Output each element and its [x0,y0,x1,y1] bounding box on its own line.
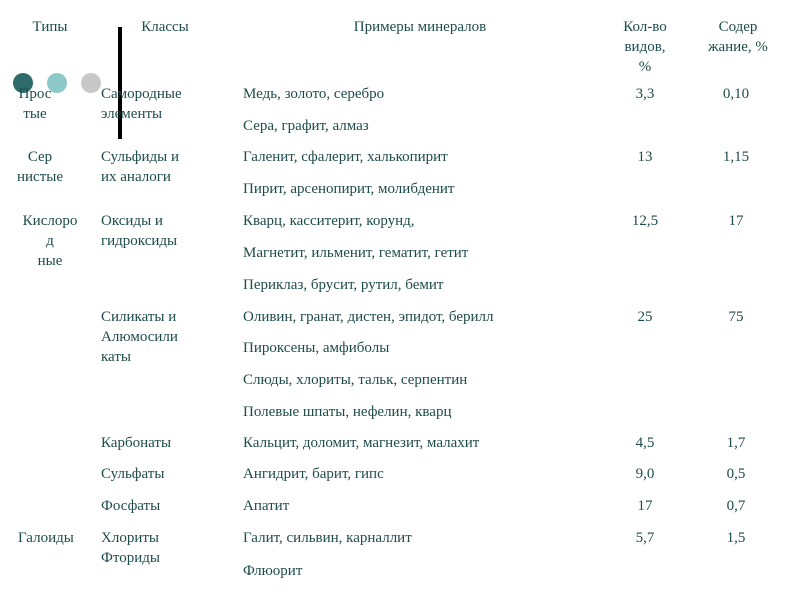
example-row: Слюды, хлориты, тальк, серпентин [243,372,468,388]
class-sulfates [101,464,164,484]
count-value: 17 [637,498,653,514]
example-row: Магнетит, ильменит, гематит, гетит [243,245,469,261]
class-silicates [101,307,178,367]
header-count-line: Кол-во [623,19,667,35]
example-row: Оливин, гранат, дистен, эпидот, берилл [243,309,494,325]
class-line: Сульфиды и [101,149,180,165]
example-row: Ангидрит, барит, гипс [243,466,384,482]
example-row: Периклаз, брусит, рутил, бемит [243,277,444,293]
count-value: 5,7 [635,530,655,546]
content-value: 0,7 [726,498,746,514]
class-line: их аналоги [101,169,171,185]
type-sulfur [8,147,72,187]
class-sulfides [101,147,179,187]
type-simple [10,84,60,124]
class-line: Карбонаты [101,435,172,451]
header-classes: Классы [141,19,189,35]
gray-dot [81,73,101,93]
content-value: 1,7 [726,435,746,451]
content-value: 17 [728,213,744,229]
type-oxygen [10,211,90,271]
example-row: Галенит, сфалерит, халькопирит [243,149,448,165]
content-value: 0,10 [722,86,750,102]
class-line: Оксиды и [101,213,163,229]
type-line: тые [23,106,47,122]
count-value: 4,5 [635,435,655,451]
header-count-line: видов, [624,39,666,55]
class-line: элементы [101,106,163,122]
class-phosphates [101,496,160,516]
content-value: 75 [728,309,744,325]
class-line: Фосфаты [101,498,161,514]
header-content-line: Содер [718,19,758,35]
class-halides [101,528,160,568]
type-line: Прос [18,86,52,102]
example-row: Кварц, касситерит, корунд, [243,213,415,229]
header-content [700,17,776,57]
content-value: 0,5 [726,466,746,482]
class-line: Сульфаты [101,466,165,482]
count-value: 12,5 [631,213,659,229]
type-line: нистые [16,169,63,185]
class-line: Силикаты и [101,309,177,325]
class-line: Алюмосили [101,329,178,345]
example-row: Полевые шпаты, нефелин, кварц [243,404,452,420]
type-haloids [18,528,74,548]
count-value: 3,3 [635,86,655,102]
class-line: Фториды [101,550,160,566]
type-line: Галоиды [18,530,74,546]
class-native [101,84,182,124]
example-row: Галит, сильвин, карналлит [243,530,412,546]
header-count [605,17,685,77]
content-value: 1,15 [722,149,750,165]
class-line: каты [101,349,131,365]
type-line: Кислоро [22,213,78,229]
header-count-line: % [638,59,652,75]
example-row: Медь, золото, серебро [243,86,385,102]
example-row: Сера, графит, алмаз [243,118,369,134]
type-line: д [46,233,54,249]
content-value: 1,5 [726,530,746,546]
count-value: 25 [637,309,653,325]
count-value: 13 [637,149,653,165]
type-line: ные [37,253,63,269]
count-value: 9,0 [635,466,655,482]
type-line: Сер [27,149,53,165]
example-row: Кальцит, доломит, магнезит, малахит [243,435,480,451]
class-line: Хлориты [101,530,159,546]
header-types: Типы [32,19,68,35]
class-line: гидроксиды [101,233,178,249]
class-carbonates [101,433,171,453]
header-content-line: жание, % [708,39,768,55]
class-oxides [101,211,177,251]
header-examples: Примеры минералов [353,19,487,35]
example-row: Пироксены, амфиболы [243,340,390,356]
example-row: Флюорит [243,563,303,579]
example-row: Апатит [243,498,290,514]
class-line: Самородные [101,86,182,102]
example-row: Пирит, арсенопирит, молибденит [243,181,455,197]
